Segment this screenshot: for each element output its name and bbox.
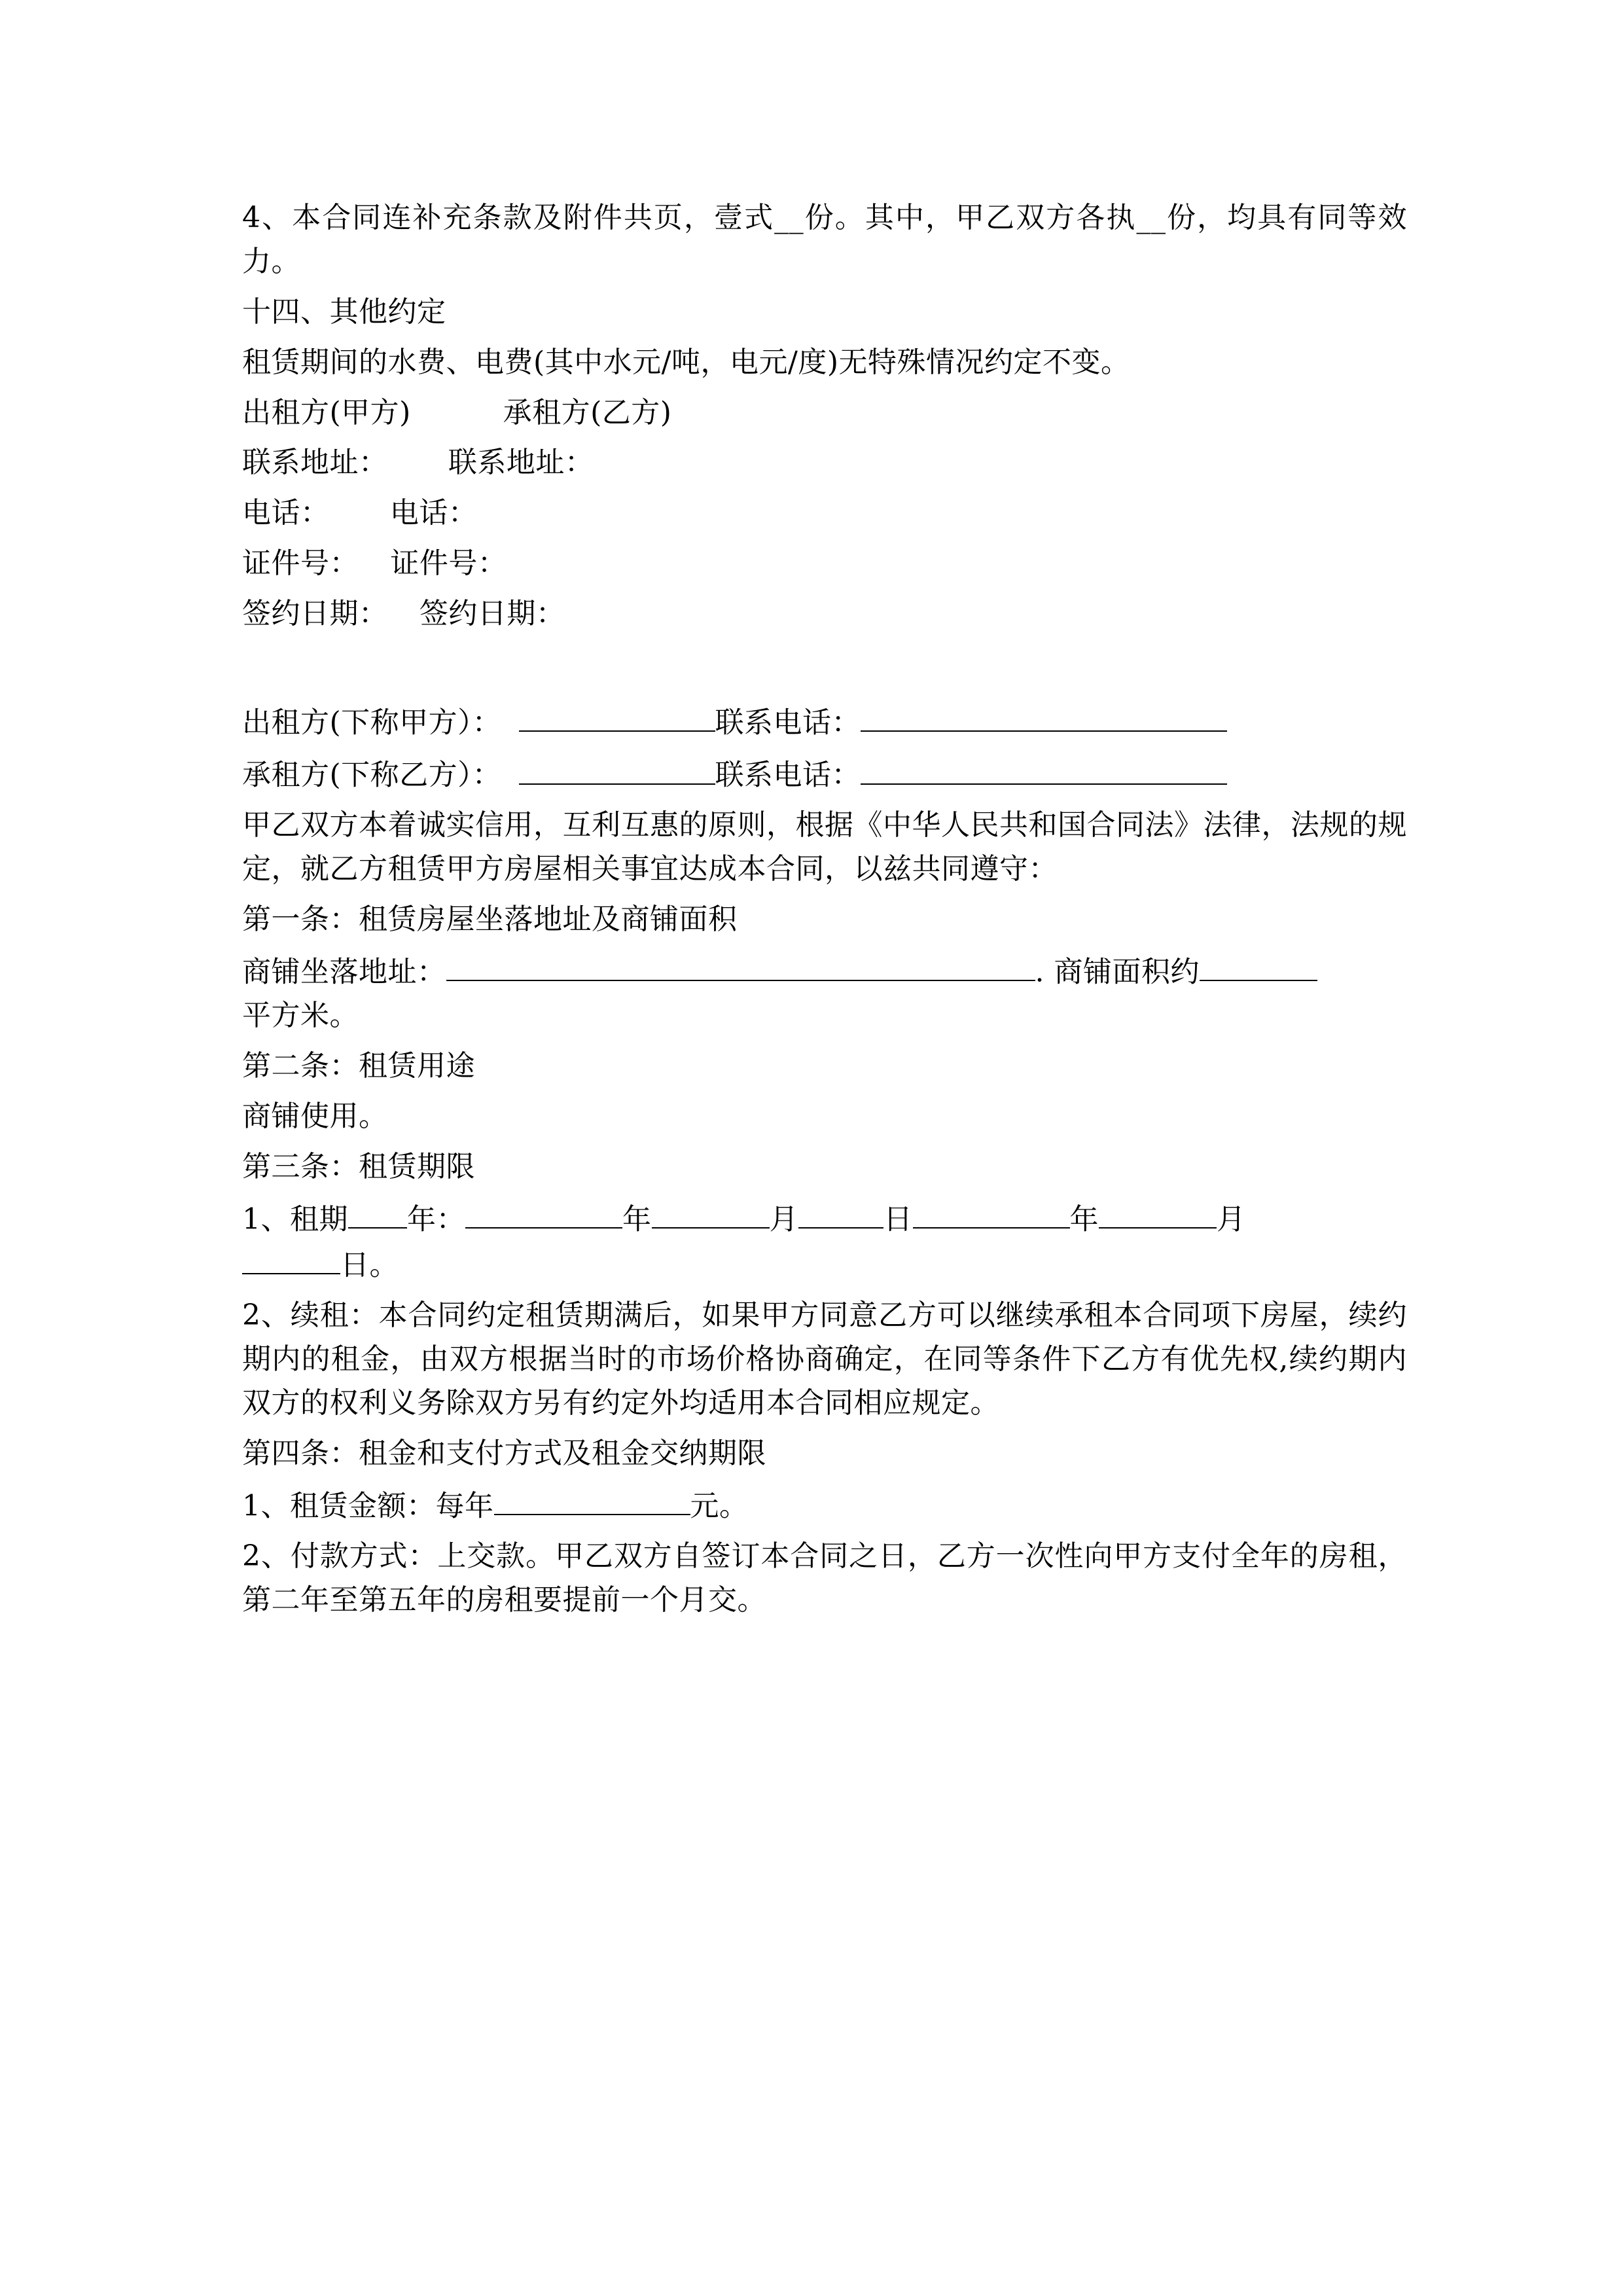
lease-start-year-blank[interactable]: [465, 1196, 622, 1229]
article-1-heading: 第一条：租赁房屋坐落地址及商铺面积: [242, 903, 738, 937]
article-3-item-1: [242, 1196, 1407, 1288]
party-lessor-line: [242, 699, 1407, 745]
lease-start-day-unit: 日: [883, 1202, 913, 1236]
rent-amount-label: 1、租赁金额：每年: [242, 1489, 494, 1523]
lease-end-day-unit: 日。: [340, 1248, 399, 1282]
clause-4-line: 4、本合同连补充条款及附件共页，壹式__份。其中，甲乙双方各执__份，均具有同等效力。: [242, 201, 1407, 278]
signature-row-id: [242, 542, 1407, 586]
lessor-date-label: 签约日期：: [242, 597, 388, 630]
article-4-item-1: [242, 1482, 1407, 1528]
lessee-id-label: 证件号：: [390, 547, 507, 581]
shop-address-label: 商铺坐落地址：: [242, 955, 446, 989]
lease-term-years-blank[interactable]: [348, 1196, 407, 1229]
party-lessee-name-blank[interactable]: [519, 751, 715, 784]
lease-end-month-unit: 月: [1217, 1202, 1246, 1236]
section-spacer: [242, 643, 1407, 699]
lease-term-year-unit: 年：: [407, 1202, 465, 1236]
lease-start-year-unit: 年: [622, 1202, 652, 1236]
rent-amount-blank[interactable]: [494, 1482, 690, 1515]
article-4-item-2: 2、付款方式：上交款。甲乙双方自签订本合同之日，乙方一次性向甲方支付全年的房租，第二年至第五年的房租要提前一个月交。: [242, 1539, 1407, 1617]
signature-row-address: [242, 441, 1407, 485]
lessee-label: 承租方(乙方): [503, 395, 672, 429]
party-lessee-phone-label: 联系电话：: [715, 758, 861, 792]
section-14-body: 租赁期间的水费、电费(其中水元/吨，电元/度)无特殊情况约定不变。: [242, 345, 1130, 379]
article-3-item-2: 2、续租：本合同约定租赁期满后，如果甲方同意乙方可以继续承租本合同项下房屋，续约期内的租金，由双方根据当时的市场价格协商确定，在同等条件下乙方有优先权,续约期内双方的权利义务除双方另有约定外均适用本合同相应规定。: [242, 1299, 1407, 1420]
signature-row-phone: [242, 492, 1407, 535]
shop-address-blank[interactable]: [446, 948, 1035, 981]
party-lessor-phone-blank[interactable]: [861, 699, 1227, 732]
signature-row-date: [242, 592, 1407, 636]
preamble-paragraph: 甲乙双方本着诚实信用，互利互惠的原则，根据《中华人民共和国合同法》法律，法规的规定，就乙方租赁甲方房屋相关事宜达成本合同，以兹共同遵守：: [242, 808, 1407, 886]
lease-start-month-unit: 月: [769, 1202, 798, 1236]
document-body: [242, 196, 1407, 1623]
shop-area-unit: 平方米。: [242, 999, 359, 1033]
lessee-date-label: 签约日期：: [419, 597, 565, 630]
lessor-phone-label: 电话：: [242, 496, 330, 530]
lessee-address-label: 联系地址：: [448, 446, 594, 480]
party-lessee-phone-blank[interactable]: [861, 751, 1227, 784]
party-lessor-phone-label: 联系电话：: [715, 706, 861, 740]
lease-end-year-blank[interactable]: [913, 1196, 1070, 1229]
section-14-heading: 十四、其他约定: [242, 295, 446, 329]
party-lessee-line: [242, 751, 1407, 797]
party-lessee-label: 承租方(下称乙方）：: [242, 758, 502, 792]
article-3-heading: 第三条：租赁期限: [242, 1149, 475, 1183]
lease-end-month-blank[interactable]: [1099, 1196, 1217, 1229]
signature-row-party-labels: [242, 391, 1407, 435]
lease-term-label: 1、租期: [242, 1202, 348, 1236]
article-1-body: [242, 948, 1407, 1038]
lease-start-day-blank[interactable]: [798, 1196, 883, 1229]
article-2-body: 商铺使用。: [242, 1100, 388, 1134]
lessor-label: 出租方(甲方): [242, 395, 411, 429]
lessee-phone-label: 电话：: [389, 496, 478, 530]
rent-amount-unit: 元。: [690, 1489, 749, 1523]
party-lessor-name-blank[interactable]: [519, 699, 715, 732]
lessor-id-label: 证件号：: [242, 547, 359, 581]
article-2-heading: 第二条：租赁用途: [242, 1049, 475, 1083]
lessor-address-label: 联系地址：: [242, 446, 388, 480]
lease-end-year-unit: 年: [1069, 1202, 1099, 1236]
article-4-heading: 第四条：租金和支付方式及租金交纳期限: [242, 1436, 766, 1470]
party-lessor-label: 出租方(下称甲方）：: [242, 706, 502, 740]
lease-end-day-blank[interactable]: [242, 1242, 340, 1274]
shop-area-blank[interactable]: [1200, 948, 1317, 981]
lease-start-month-blank[interactable]: [652, 1196, 770, 1229]
shop-area-label: . 商铺面积约: [1035, 955, 1200, 989]
